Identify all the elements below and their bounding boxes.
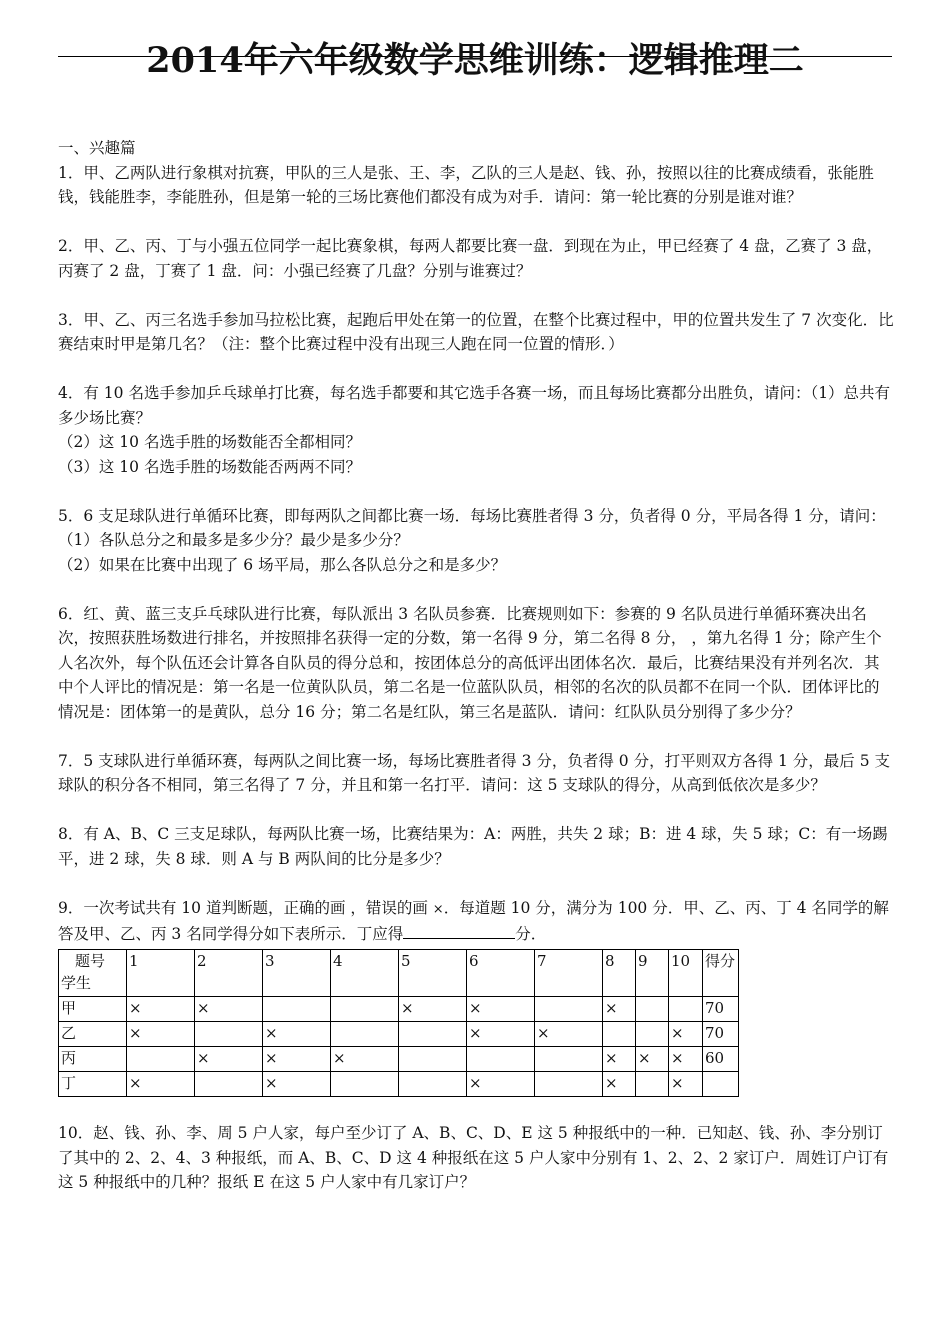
table-cell bbox=[399, 1021, 467, 1046]
table-cell: × bbox=[263, 1046, 331, 1071]
table-cell bbox=[636, 1071, 669, 1096]
column-header: 得分 bbox=[703, 949, 739, 996]
question-9 bbox=[58, 896, 894, 947]
question-9-text-b: ．每道题 10 分，满分为 100 分．甲、乙、丙、丁 4 名同学的解答及甲、乙、丙 3 名同学得分如下表所示．丁应得 bbox=[58, 898, 889, 943]
table-cell bbox=[263, 996, 331, 1021]
table-cell: × bbox=[399, 996, 467, 1021]
table-cell bbox=[331, 1071, 399, 1096]
column-header: 10 bbox=[669, 949, 703, 996]
question-5: 5．6 支足球队进行单循环比赛，即每两队之间都比赛一场．每场比赛胜者得 3 分，负者得 0 分，平局各得 1 分，请问： bbox=[58, 506, 886, 525]
table-cell: × bbox=[669, 1046, 703, 1071]
question-5-part-1: （1）各队总分之和最多是多少分？最少是多少分？ bbox=[58, 531, 409, 549]
corner-bottom-label: 学生 bbox=[61, 973, 92, 992]
column-header: 2 bbox=[195, 949, 263, 996]
question-1: 1．甲、乙两队进行象棋对抗赛，甲队的三人是张、王、李，乙队的三人是赵、钱、孙，按照以往的比赛成绩看，张能胜钱，钱能胜李，李能胜孙，但是第一轮的三场比赛他们都没有成为对手．请问：第一轮比赛的分别是谁对谁？ bbox=[58, 163, 874, 206]
table-row bbox=[59, 996, 739, 1021]
student-name: 甲 bbox=[59, 996, 127, 1021]
document-body bbox=[58, 136, 894, 1195]
column-header: 1 bbox=[127, 949, 195, 996]
table-cell: × bbox=[603, 1071, 636, 1096]
table-cell bbox=[603, 1021, 636, 1046]
student-name: 丙 bbox=[59, 1046, 127, 1071]
question-7: 7．5 支球队进行单循环赛，每两队之间比赛一场，每场比赛胜者得 3 分，负者得 0 分，打平则双方各得 1 分，最后 5 支球队的积分各不相同，第三名得了 7 分，并且和第一名打平．请问：这 5 支球队的得分，从高到低依次是多少？ bbox=[58, 751, 891, 794]
table-cell: × bbox=[669, 1021, 703, 1046]
table-cell: × bbox=[331, 1046, 399, 1071]
question-9-text-a: 9．一次考试共有 10 道判断题，正确的画 ，错误的画 bbox=[58, 898, 433, 917]
table-cell bbox=[127, 1046, 195, 1071]
table-cell bbox=[636, 1021, 669, 1046]
question-10: 10．赵、钱、孙、李、周 5 户人家，每户至少订了 A、B、C、D、E 这 5 种报纸中的一种．已知赵、钱、孙、李分别订了其中的 2、2、4、3 种报纸，而 A、B、C、D 这 4 种报纸在这 5 户人家中分别有 1、2、2、2 家订户．周姓订户订有这 5 种报纸中的几种？报纸 E 在这 5 户人家中有几家订户？ bbox=[58, 1124, 889, 1191]
column-header: 9 bbox=[636, 949, 669, 996]
table-cell: × bbox=[636, 1046, 669, 1071]
score-cell: 70 bbox=[703, 1021, 739, 1046]
score-cell: 70 bbox=[703, 996, 739, 1021]
table-header-row bbox=[59, 949, 739, 996]
table-cell bbox=[535, 996, 603, 1021]
question-3: 3．甲、乙、丙三名选手参加马拉松比赛，起跑后甲处在第一的位置，在整个比赛过程中，甲的位置共发生了 7 次变化．比赛结束时甲是第几名？（注：整个比赛过程中没有出现三人跑在同一位置的情形．） bbox=[58, 310, 894, 353]
question-6: 6．红、黄、蓝三支乒乓球队进行比赛，每队派出 3 名队员参赛．比赛规则如下：参赛的 9 名队员进行单循环赛决出名次，按照获胜场数进行排名，并按照排名获得一定的分数，第一名得 9 分，第二名得 8 分， ，第九名得 1 分；除产生个人名次外，每个队伍还会计算各自队员的得分总和，按团体总分的高低评出团体名次．最后，比赛结果没有并列名次．其中个人评比的情况是：第一名是一位黄队队员，第二名是一位蓝队队员，相邻的名次的队员都不在同一个队．团体评比的情况是：团体第一的是黄队，总分 16 分；第二名是红队，第三名是蓝队．请问：红队队员分别得了多少分？ bbox=[58, 604, 882, 721]
table-cell: × bbox=[467, 1071, 535, 1096]
table-cell: × bbox=[535, 1021, 603, 1046]
score-cell: 60 bbox=[703, 1046, 739, 1071]
table-cell bbox=[331, 996, 399, 1021]
table-cell: × bbox=[127, 996, 195, 1021]
table-cell: × bbox=[263, 1021, 331, 1046]
table-cell: × bbox=[195, 996, 263, 1021]
question-2: 2．甲、乙、丙、丁与小强五位同学一起比赛象棋，每两人都要比赛一盘．到现在为止，甲已经赛了 4 盘，乙赛了 3 盘，丙赛了 2 盘，丁赛了 1 盘．问：小强已经赛了几盘？分别与谁赛过？ bbox=[58, 237, 883, 280]
question-4-part-3: （3）这 10 名选手胜的场数能否两两不同？ bbox=[58, 457, 361, 476]
table-cell bbox=[399, 1071, 467, 1096]
corner-top-label: 题号 bbox=[75, 951, 106, 970]
column-header: 6 bbox=[467, 949, 535, 996]
column-header: 5 bbox=[399, 949, 467, 996]
table-cell bbox=[535, 1071, 603, 1096]
table-row bbox=[59, 1071, 739, 1096]
answer-blank[interactable] bbox=[403, 922, 515, 939]
student-name: 乙 bbox=[59, 1021, 127, 1046]
student-name: 丁 bbox=[59, 1071, 127, 1096]
table-cell bbox=[331, 1021, 399, 1046]
table-cell bbox=[636, 996, 669, 1021]
table-cell: × bbox=[263, 1071, 331, 1096]
score-cell bbox=[703, 1071, 739, 1096]
table-cell bbox=[399, 1046, 467, 1071]
cross-mark-icon: × bbox=[432, 901, 444, 917]
table-cell: × bbox=[467, 1021, 535, 1046]
table-cell bbox=[467, 1046, 535, 1071]
page-title: 2014年六年级数学思维训练：逻辑推理二 bbox=[146, 40, 804, 81]
column-header: 8 bbox=[603, 949, 636, 996]
table-cell bbox=[195, 1021, 263, 1046]
table-cell bbox=[195, 1071, 263, 1096]
column-header: 4 bbox=[331, 949, 399, 996]
score-table bbox=[58, 949, 739, 1097]
question-8: 8．有 A、B、C 三支足球队，每两队比赛一场，比赛结果为：A：两胜，共失 2 球；B：进 4 球，失 5 球；C：有一场踢平，进 2 球，失 8 球．则 A 与 B 两队间的比分是多少？ bbox=[58, 825, 888, 868]
column-header: 7 bbox=[535, 949, 603, 996]
table-cell: × bbox=[467, 996, 535, 1021]
table-cell: × bbox=[127, 1021, 195, 1046]
question-4: 4．有 10 名选手参加乒乓球单打比赛，每名选手都要和其它选手各赛一场，而且每场比赛都分出胜负，请问：（1）总共有多少场比赛？ bbox=[58, 384, 891, 427]
table-cell: × bbox=[127, 1071, 195, 1096]
section-title: 一、兴趣篇 bbox=[58, 139, 136, 157]
table-cell: × bbox=[669, 1071, 703, 1096]
table-cell bbox=[535, 1046, 603, 1071]
table-cell: × bbox=[195, 1046, 263, 1071]
question-4-part-2: （2）这 10 名选手胜的场数能否全都相同？ bbox=[58, 433, 361, 451]
column-header: 3 bbox=[263, 949, 331, 996]
table-row bbox=[59, 1046, 739, 1071]
table-cell: × bbox=[603, 1046, 636, 1071]
table-corner-cell bbox=[59, 949, 127, 996]
table-cell bbox=[669, 996, 703, 1021]
question-5-part-2: （2）如果在比赛中出现了 6 场平局，那么各队总分之和是多少？ bbox=[58, 555, 507, 574]
title-block bbox=[0, 38, 950, 88]
question-9-text-c: 分． bbox=[515, 925, 547, 943]
table-row bbox=[59, 1021, 739, 1046]
table-cell: × bbox=[603, 996, 636, 1021]
